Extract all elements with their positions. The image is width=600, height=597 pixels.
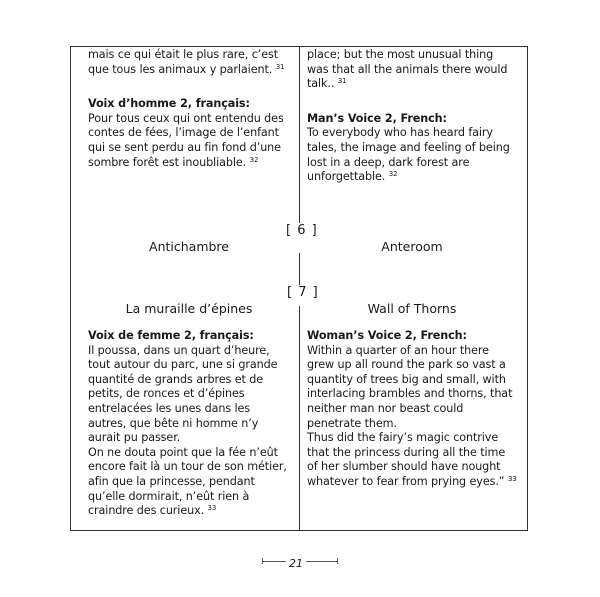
column-divider-bottom: [299, 306, 300, 531]
footer-tick-left: [262, 558, 263, 564]
right-voice2-text-b: Thus did the fairy’s magic contrive that the princess during all the time of her slumber should have nought whatever to fear from prying eyes.” $^{33}$: [307, 431, 517, 488]
left-voice1-text: Pour tous ceux qui ont entendu des contes de fées, l’image de l’enfant qui se sent perdu au fin fond d’une sombre forêt est inoubliable. $^{32}$: [88, 111, 284, 169]
left-voice2-heading: Voix de femme 2, français:: [88, 329, 254, 342]
left-top-block: [88, 48, 290, 170]
right-section6-title: Anteroom: [381, 239, 443, 254]
right-voice1-text: To everybody who has heard fairy tales, the image and feeling of being lost in a deep, dark forest are unforgettable. $^{32}$: [307, 126, 510, 184]
column-divider-top: [299, 46, 300, 226]
right-voice2-heading: Woman’s Voice 2, French:: [307, 329, 467, 342]
right-voice1-heading: Man’s Voice 2, French:: [307, 111, 447, 125]
page-number: 21: [286, 557, 306, 570]
column-divider-middle: [299, 253, 300, 285]
left-bottom-block: [88, 329, 290, 519]
section-number-6: [ 6 ]: [283, 223, 321, 238]
left-voice2-text-a: Il poussa, dans un quart d’heure, tout autour du parc, une si grande quantité de grands arbres et de petits, de ronces et d’épines entrelacées les unes dans les autres, que bête ni homme n’y aurait pu passer.: [88, 343, 278, 445]
section-number-7: [ 7 ]: [284, 285, 322, 300]
left-voice2-text-b: On ne douta point que la fée n’eût encore fait là un tour de son métier, afin que la princesse, pendant qu’elle dormirait, n’eût rien à craindre des curieux. $^{33}$: [88, 445, 287, 518]
right-top-block: [307, 48, 517, 185]
left-voice1-heading: Voix d’homme 2, français:: [88, 97, 250, 111]
right-voice2-text-a: Within a quarter of an hour there grew up all round the park so vast a quantity of trees big and small, with interlacing brambles and thorns, that neither man nor beast could penetrate them.: [307, 343, 513, 430]
right-intro: place; but the most unusual thing was that all the animals there would talk.. $^{31}$: [307, 48, 508, 91]
left-section6-title: Antichambre: [149, 239, 229, 254]
left-section7-title: La muraille d’épines: [125, 301, 253, 316]
right-section7-title: Wall of Thorns: [367, 301, 457, 316]
left-intro: mais ce qui était le plus rare, c’est que tous les animaux y parlaient. $^{31}$: [88, 48, 285, 76]
right-bottom-block: [307, 329, 517, 490]
footer-tick-right: [337, 558, 338, 564]
